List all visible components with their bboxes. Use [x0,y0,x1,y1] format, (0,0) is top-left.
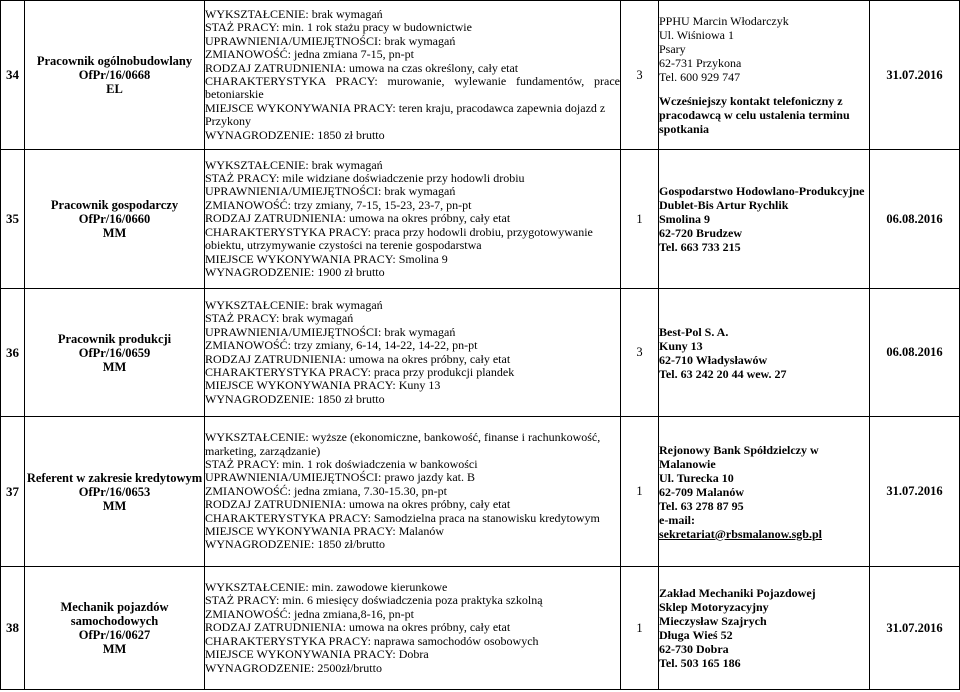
requirement-line: UPRAWNIENIA/UMIEJĘTNOŚCI: brak wymagań [205,33,456,48]
requirement-line: RODZAJ ZATRUDNIENIA: umowa na okres próbny, cały etat [205,211,511,226]
officer-tag: EL [106,82,123,96]
table-row [1,150,960,289]
job-title-cell [25,289,205,417]
job-description [205,150,621,289]
employer-name: PPHU Marcin Włodarczyk [659,14,789,28]
employer-name: Best-Pol S. A. [659,324,729,339]
requirement-line: RODZAJ ZATRUDNIENIA: umowa na okres próbny, cały etat [205,620,511,635]
employer-phone: Tel. 63 278 87 95 [659,498,744,513]
requirement-line: RODZAJ ZATRUDNIENIA: umowa na okres próbny, cały etat [205,497,511,512]
job-description [205,567,621,690]
requirement-line: CHARAKTERYSTYKA PRACY: murowanie, wylewanie fundamentów, prace betoniarskie [205,74,620,102]
officer-tag: MM [102,226,127,240]
requirement-line: STAŻ PRACY: min. 1 rok stażu pracy w budownictwie [205,20,472,35]
job-title-cell [25,1,205,150]
job-description [205,289,621,417]
employer-info [659,567,870,690]
vacancy-count: 1 [621,567,659,690]
requirement-line: STAŻ PRACY: min. 6 miesięcy doświadczenia poza praktyka szkolną [205,593,543,608]
offer-date: 31.07.2016 [870,1,960,150]
requirement-line: UPRAWNIENIA/UMIEJĘTNOŚCI: prawo jazdy kat. B [205,470,475,485]
requirement-line: RODZAJ ZATRUDNIENIA: umowa na okres próbny, cały etat [205,351,511,366]
job-title: Referent w zakresie kredytowym [26,470,203,485]
table-row [1,289,960,417]
employer-shop: Sklep Motoryzacyjny [659,600,769,614]
row-number: 37 [1,417,25,567]
employer-info [659,1,870,150]
row-number: 38 [1,567,25,690]
requirement-line: MIEJSCE WYKONYWANIA PRACY: Smolina 9 [205,251,448,266]
employer-info [659,417,870,567]
employer-phone: Tel. 63 242 20 44 wew. 27 [659,366,787,381]
requirement-line: ZMIANOWOŚĆ: trzy zmiany, 6-14, 14-22, 14-22, pn-pt [205,338,478,353]
employer-town: Psary [659,42,686,56]
table-row [1,567,960,690]
requirement-line: MIEJSCE WYKONYWANIA PRACY: teren kraju, pracodawca zapewnia dojazd z Przykony [205,100,606,129]
employer-phone: Tel. 503 165 186 [659,656,741,670]
requirement-line: WYKSZTAŁCENIE: min. zawodowe kierunkowe [205,580,448,595]
vacancy-count: 3 [621,289,659,417]
officer-tag: MM [102,642,127,656]
employer-postcode: 62-731 Przykona [659,56,742,70]
requirement-line: CHARAKTERYSTYKA PRACY: Samodzielna praca na stanowisku kredytowym [205,510,600,525]
requirement-line: MIEJSCE WYKONYWANIA PRACY: Kuny 13 [205,378,441,393]
offer-date: 06.08.2016 [870,289,960,417]
requirement-line: WYKSZTAŁCENIE: wyższe (ekonomiczne, bankowość, finanse i rachunkowość, marketing, zarządzanie) [205,430,601,458]
employer-phone: Tel. 600 929 747 [659,70,741,84]
requirement-line: RODZAJ ZATRUDNIENIA: umowa na czas określony, cały etat [205,60,519,75]
offer-code: OfPr/16/0668 [78,68,151,82]
employer-email-label: e-mail: [659,512,695,527]
officer-tag: MM [102,359,127,374]
requirement-line: CHARAKTERYSTYKA PRACY: naprawa samochodów osobowych [205,633,539,648]
employer-street: Ul. Wiśniowa 1 [659,28,734,42]
requirement-line: MIEJSCE WYKONYWANIA PRACY: Dobra [205,647,429,662]
requirement-line: WYNAGRODZENIE: 1900 zł brutto [205,264,385,279]
job-title-cell [25,417,205,567]
employer-info [659,289,870,417]
employer-phone: Tel. 663 733 215 [659,240,741,254]
employer-postcode: 62-709 Malanów [659,484,744,499]
requirement-line: WYNAGRODZENIE: 2500zł/brutto [205,660,382,675]
officer-tag: MM [102,498,127,513]
employer-name: Rejonowy Bank Spółdzielczy w Malanowie [659,442,819,471]
offer-date: 31.07.2016 [870,567,960,690]
requirement-line: UPRAWNIENIA/UMIEJĘTNOŚCI: brak wymagań [205,184,456,199]
vacancy-count: 1 [621,417,659,567]
job-title: Pracownik produkcji [57,331,172,346]
employer-street: Ul. Turecka 10 [659,470,734,485]
requirement-line: ZMIANOWOŚĆ: jedna zmiana 7-15, pn-pt [205,47,414,62]
employer-email-link[interactable]: sekretariat@rbsmalanow.sgb.pl [659,526,822,541]
requirement-line: CHARAKTERYSTYKA PRACY: praca przy hodowli drobiu, przygotowywanie obiektu, utrzymywanie czystości na terenie gospodarstwa [205,224,593,253]
employer-postcode: 62-710 Władysławów [659,352,768,367]
employer-postcode: 62-730 Dobra [659,642,729,656]
table-row [1,417,960,567]
employer-street: Kuny 13 [659,338,703,353]
requirement-line: WYNAGRODZENIE: 1850 zł brutto [205,127,385,142]
job-title-cell [25,567,205,690]
spacer [659,84,869,94]
job-description [205,1,621,150]
offer-date: 31.07.2016 [870,417,960,567]
employer-note: Wcześniejszy kontakt telefoniczny z pracodawcą w celu ustalenia terminu spotkania [659,94,850,136]
row-number: 35 [1,150,25,289]
requirement-line: STAŻ PRACY: mile widziane doświadczenie przy hodowli drobiu [205,171,525,186]
job-title-cell [25,150,205,289]
requirement-line: WYKSZTAŁCENIE: brak wymagań [205,6,383,21]
requirement-line: ZMIANOWOŚĆ: jedna zmiana, 7.30-15.30, pn-pt [205,483,447,498]
requirement-line: WYKSZTAŁCENIE: brak wymagań [205,157,383,172]
table-row [1,1,960,150]
requirement-line: STAŻ PRACY: min. 1 rok doświadczenia w bankowości [205,456,478,471]
vacancy-count: 3 [621,1,659,150]
vacancy-count: 1 [621,150,659,289]
requirement-line: WYKSZTAŁCENIE: brak wymagań [205,297,383,312]
row-number: 36 [1,289,25,417]
employer-street: Długa Wieś 52 [659,628,733,642]
requirement-line: CHARAKTERYSTYKA PRACY: praca przy produkcji plandek [205,364,515,379]
requirement-line: WYNAGRODZENIE: 1850 zł/brutto [205,537,385,552]
offer-code: OfPr/16/0660 [78,212,151,226]
offer-date: 06.08.2016 [870,150,960,289]
requirement-line: ZMIANOWOŚĆ: jedna zmiana,8-16, pn-pt [205,606,414,621]
employer-postcode: 62-720 Brudzew [659,226,742,240]
requirement-line: MIEJSCE WYKONYWANIA PRACY: Malanów [205,524,445,539]
requirement-line: STAŻ PRACY: brak wymagań [205,311,354,326]
offer-code: OfPr/16/0627 [78,628,151,642]
offer-code: OfPr/16/0653 [78,484,151,499]
offer-code: OfPr/16/0659 [78,345,151,360]
employer-info [659,150,870,289]
requirement-line: ZMIANOWOŚĆ: trzy zmiany, 7-15, 15-23, 23-7, pn-pt [205,197,472,212]
employer-owner: Mieczysław Szajrych [659,614,767,628]
requirement-line: WYNAGRODZENIE: 1850 zł brutto [205,391,385,406]
employer-name: Gospodarstwo Hodowlano-Produkcyjne Dublet-Bis Artur Rychlik [659,184,865,212]
requirement-line: UPRAWNIENIA/UMIEJĘTNOŚCI: brak wymagań [205,324,456,339]
job-title: Pracownik ogólnobudowlany [36,54,193,68]
employer-street: Smolina 9 [659,212,711,226]
row-number: 34 [1,1,25,150]
job-title: Pracownik gospodarczy [50,198,179,212]
job-description [205,417,621,567]
job-title: Mechanik pojazdów samochodowych [60,600,169,628]
employer-name: Zakład Mechaniki Pojazdowej [659,586,816,600]
